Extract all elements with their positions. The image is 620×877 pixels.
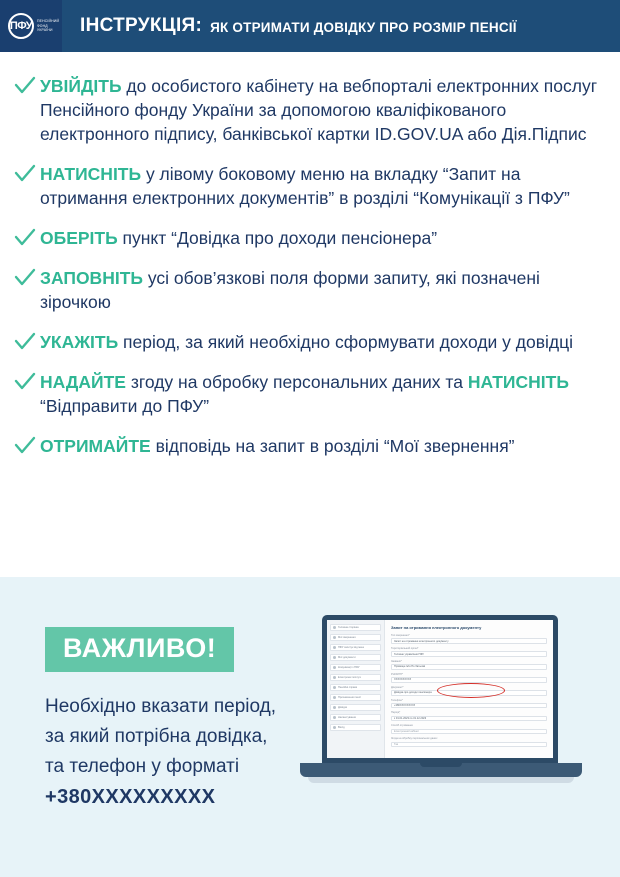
sidebar-item-label: Комунікації з ПФУ: [338, 666, 360, 669]
logo-words: ПЕНСІЙНИЙ ФОНД УКРАЇНИ: [37, 19, 60, 33]
status-badge: ВАЖЛИВО!: [45, 627, 234, 672]
field-input[interactable]: [391, 651, 547, 657]
laptop-illustration: [300, 615, 600, 875]
sidebar-item-spravy[interactable]: [330, 684, 381, 691]
note-line-3: та телефон у форматі: [45, 756, 240, 777]
step-text: [40, 74, 602, 146]
step-body: період, за який необхідно сформувати доходи у довідці: [118, 332, 574, 352]
sidebar-item-komunikacii[interactable]: [330, 664, 381, 671]
field-input[interactable]: [391, 664, 547, 670]
sidebar-item-label: Пенсійні справи: [338, 686, 358, 689]
field-input[interactable]: [391, 677, 547, 683]
step-body: відповідь на запит в розділі “Мої звернення”: [150, 436, 515, 456]
step-text: [40, 162, 602, 210]
step-keyword: УВІЙДІТЬ: [40, 76, 122, 96]
logo-mark: [8, 13, 62, 39]
bullet-icon: [333, 686, 336, 689]
form-field-applicant: [391, 660, 547, 670]
field-value: Запит на отримання електронного документу: [394, 639, 449, 643]
step-text: [40, 226, 437, 250]
sidebar-item-zvernennya[interactable]: [330, 634, 381, 641]
step-keyword-2: НАТИСНІТЬ: [467, 372, 569, 392]
field-value: Довідка про доходи пенсіонера: [394, 691, 432, 695]
form-field-delivery: [391, 724, 547, 734]
step-body-2: “Відправити до ПФУ”: [40, 396, 210, 416]
list-item: [14, 226, 602, 250]
sidebar-item-dokumenty[interactable]: [330, 654, 381, 661]
field-value: з 01.01.2023 по 31.12.2023: [394, 717, 427, 721]
check-icon: [14, 226, 40, 248]
field-value: Електронний кабінет: [394, 730, 420, 733]
phone-format: +380XXXXXXXXX: [45, 786, 216, 808]
page-title: ІНСТРУКЦІЯ:: [80, 15, 203, 36]
bullet-icon: [333, 656, 336, 659]
step-body: згоду на обробку персональних даних та: [125, 372, 468, 392]
sidebar-item-dovidky[interactable]: [330, 704, 381, 711]
check-icon: [14, 434, 40, 456]
field-label: РНОКПП*: [391, 672, 403, 676]
step-text: [40, 370, 602, 418]
app-window: [327, 620, 553, 763]
step-keyword: НАДАЙТЕ: [40, 372, 126, 392]
sidebar-item-label: Вихід: [338, 726, 345, 729]
field-label: Спосіб отримання: [391, 724, 413, 728]
field-input[interactable]: [391, 638, 547, 644]
form-title: Запит на отримання електронного документу: [391, 625, 482, 630]
field-value: XXXXXXXXXX: [394, 678, 412, 682]
step-keyword: УКАЖІТЬ: [40, 332, 119, 352]
bullet-icon: [333, 706, 336, 709]
laptop-base: [300, 763, 582, 777]
field-input[interactable]: [391, 703, 547, 709]
pfu-logo: [0, 0, 62, 52]
step-keyword: ОТРИМАЙТЕ: [40, 436, 151, 456]
title-bar: [62, 0, 620, 52]
step-body: у лівому боковому меню на вкладку “Запит на отримання електронних документів” в розділі “Комунікації з ПФУ”: [40, 164, 570, 208]
bullet-icon: [333, 626, 336, 629]
sidebar-item-label: Довідки: [338, 706, 348, 709]
check-icon: [14, 162, 40, 184]
app-main: [385, 620, 553, 763]
page-header: [0, 0, 620, 52]
form-field-organ: [391, 647, 547, 657]
step-text: [40, 434, 515, 458]
field-value: Так: [394, 742, 399, 746]
sidebar-item-label: Призначення пенсії: [338, 696, 362, 699]
field-label: Телефон*: [391, 698, 403, 702]
list-item: [14, 162, 602, 210]
field-input[interactable]: [391, 742, 547, 748]
bullet-icon: [333, 726, 336, 729]
field-label: Згода на обробку персональних даних: [391, 737, 438, 741]
highlight-ellipse: [437, 683, 505, 698]
step-text: [40, 330, 573, 354]
check-icon: [14, 370, 40, 392]
bullet-icon: [333, 636, 336, 639]
note-line-1: Необхідно вказати період,: [45, 696, 277, 717]
field-value: Головне управління ПФУ: [394, 652, 424, 656]
logo-abbr: ПФУ: [8, 13, 34, 39]
bullet-icon: [333, 666, 336, 669]
field-label: Період*: [391, 711, 401, 715]
sidebar-item-vyhid[interactable]: [330, 724, 381, 731]
check-icon: [14, 330, 40, 352]
page-subtitle: ЯК ОТРИМАТИ ДОВІДКУ ПРО РОЗМІР ПЕНСІЇ: [210, 19, 517, 35]
bullet-icon: [333, 676, 336, 679]
form-field-rnokpp: [391, 673, 547, 683]
step-body: до особистого кабінету на вебпорталі електронних послуг Пенсійного фонду України за допомогою кваліфікованого електронного підпису, банківської картки ID.GOV.UA або Дія.Підпис: [40, 76, 598, 144]
sidebar-item-label: Налаштування: [338, 716, 356, 719]
step-text: [40, 266, 602, 314]
step-keyword: ЗАПОВНІТЬ: [40, 268, 143, 288]
important-panel: [0, 577, 620, 877]
check-icon: [14, 74, 40, 96]
app-sidebar: [327, 620, 385, 758]
list-item: [14, 266, 602, 314]
list-item: [14, 434, 602, 458]
sidebar-item-pryznachennya[interactable]: [330, 694, 381, 701]
field-label: Тип звернення*: [391, 634, 410, 637]
step-body: пункт “Довідка про доходи пенсіонера”: [117, 228, 438, 248]
check-icon: [14, 266, 40, 288]
step-keyword: ОБЕРІТЬ: [40, 228, 118, 248]
field-label: Заявник*: [391, 659, 402, 663]
bullet-icon: [333, 696, 336, 699]
field-input[interactable]: [391, 729, 547, 735]
note-line-2: за який потрібна довідка,: [45, 726, 268, 747]
laptop-notch: [420, 763, 462, 767]
form-field-period: [391, 711, 547, 721]
field-value: Прізвище Ім'я По батькові: [394, 665, 426, 669]
field-value: +380XXXXXXXXX: [394, 704, 416, 708]
important-note: [45, 692, 300, 812]
sidebar-item-golovna[interactable]: [330, 624, 381, 631]
list-item: [14, 370, 602, 418]
submit-button[interactable]: Відправити до ПФУ: [391, 759, 426, 763]
step-body: усі обов’язкові поля форми запиту, які позначені зірочкою: [40, 268, 540, 312]
field-input[interactable]: [391, 716, 547, 722]
instruction-steps: [0, 52, 620, 484]
sidebar-item-label: Мої документи: [338, 656, 356, 659]
sidebar-item-label: Головна сторінка: [338, 626, 359, 629]
sidebar-item-label: Мої звернення: [338, 636, 356, 639]
sidebar-item-label: Електронні послуги: [338, 676, 362, 679]
list-item: [14, 74, 602, 146]
step-keyword: НАТИСНІТЬ: [40, 164, 142, 184]
sidebar-item-poslugy[interactable]: [330, 674, 381, 681]
laptop-screen: [322, 615, 558, 763]
form-field-phone: [391, 699, 547, 709]
important-text-block: [0, 577, 300, 812]
sidebar-item-pfu-zapyt[interactable]: [330, 644, 381, 651]
bullet-icon: [333, 646, 336, 649]
field-label: Територіальний орган*: [391, 646, 419, 650]
laptop-shadow: [308, 777, 574, 783]
field-label: Документ*: [391, 685, 404, 689]
list-item: [14, 330, 602, 354]
form-field-consent: [391, 737, 547, 747]
bullet-icon: [333, 716, 336, 719]
form-field-type: [391, 634, 547, 644]
sidebar-item-label: ПФУ запитує від мене: [338, 646, 365, 649]
sidebar-item-nalashtuvannya[interactable]: [330, 714, 381, 721]
